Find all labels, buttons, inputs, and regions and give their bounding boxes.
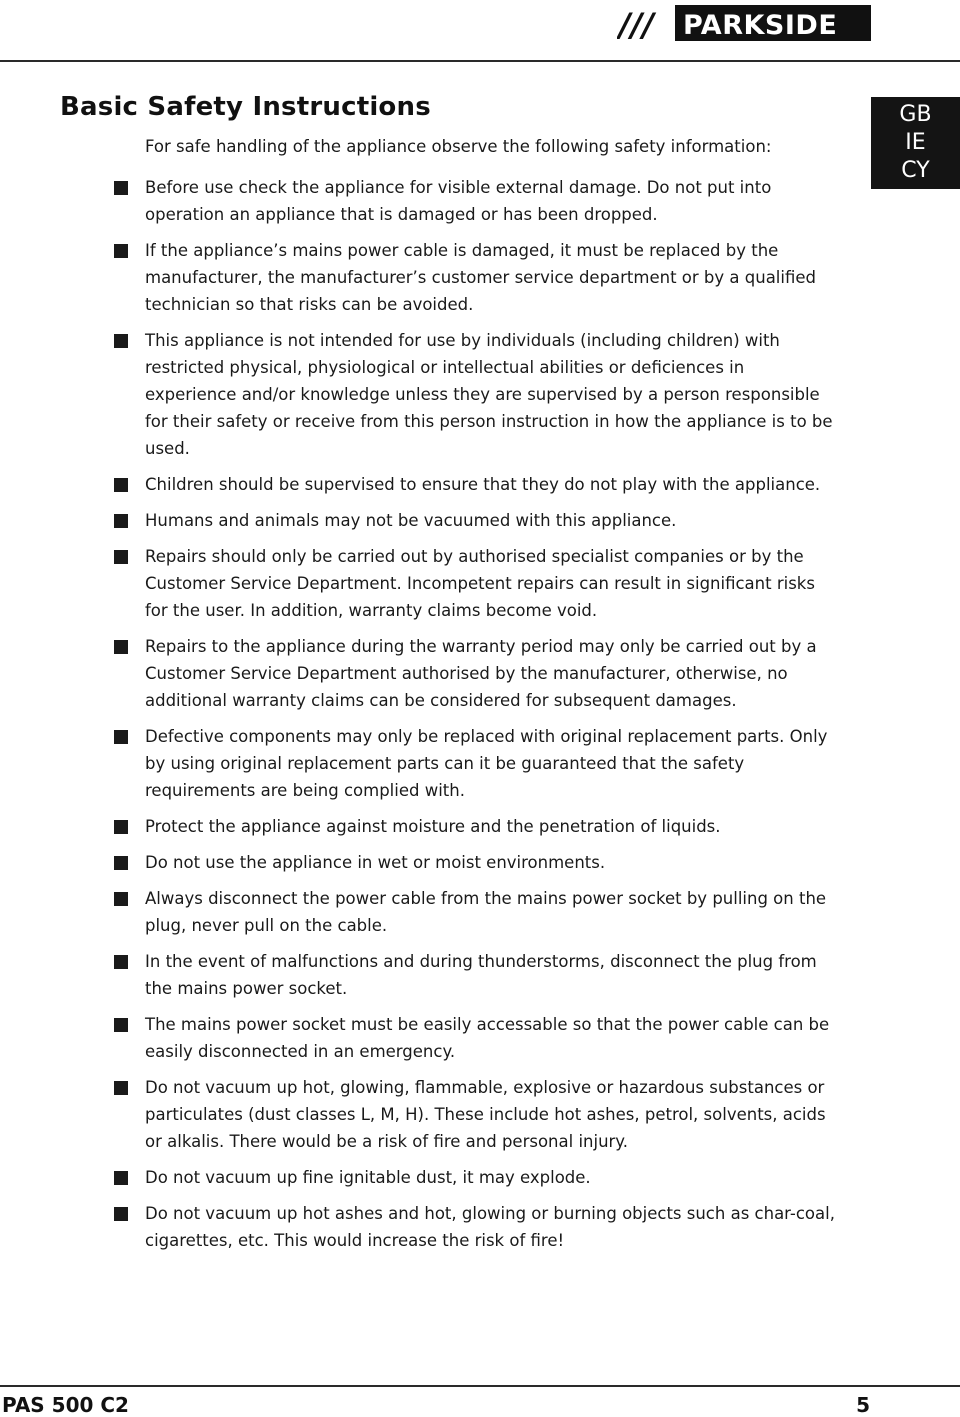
list-item-text: Repairs should only be carried out by authorised specialist companies or by the Customer Service Department. Incompetent repairs can result in significant risks for the user. In addition, warranty claims become void.	[145, 547, 815, 620]
language-code-cy: CY	[901, 158, 930, 183]
square-bullet-icon	[114, 1207, 128, 1221]
square-bullet-icon	[114, 514, 128, 528]
square-bullet-icon	[114, 892, 128, 906]
section-title: Basic Safety Instructions	[60, 92, 431, 122]
logo-slashes: ///	[619, 6, 655, 44]
list-item	[0, 471, 840, 498]
list-item	[0, 174, 840, 228]
footer-page-number: 5	[856, 1393, 870, 1417]
intro-text: For safe handling of the appliance observe the following safety information:	[145, 137, 772, 156]
list-item	[0, 813, 840, 840]
list-item	[0, 885, 840, 939]
square-bullet-icon	[114, 334, 128, 348]
list-item-text: Do not vacuum up hot, glowing, flammable, explosive or hazardous substances or particulates (dust classes L, M, H). These include hot ashes, petrol, solvents, acids or alkalis. There would be a risk of fire and personal injury.	[145, 1078, 826, 1151]
list-item-text: Protect the appliance against moisture and the penetration of liquids.	[145, 817, 721, 836]
list-item	[0, 849, 840, 876]
list-item-text: The mains power socket must be easily accessable so that the power cable can be easily disconnected in an emergency.	[145, 1015, 830, 1061]
square-bullet-icon	[114, 820, 128, 834]
footer-rule	[0, 1385, 960, 1387]
list-item-text: In the event of malfunctions and during thunderstorms, disconnect the plug from the mains power socket.	[145, 952, 817, 998]
list-item	[0, 633, 840, 714]
list-item	[0, 1200, 840, 1254]
footer-model-number: PAS 500 C2	[2, 1393, 129, 1417]
list-item	[0, 948, 840, 1002]
list-item	[0, 327, 840, 462]
language-code-gb: GB	[899, 102, 932, 127]
parkside-logo	[617, 2, 873, 44]
list-item-text: Repairs to the appliance during the warranty period may only be carried out by a Customer Service Department authorised by the manufacturer, otherwise, no additional warranty claims can be considered for subsequent damages.	[145, 637, 817, 710]
language-code-ie: IE	[905, 130, 926, 155]
square-bullet-icon	[114, 1171, 128, 1185]
list-item	[0, 1074, 840, 1155]
list-item	[0, 543, 840, 624]
list-item-text: Before use check the appliance for visible external damage. Do not put into operation an appliance that is damaged or has been dropped.	[145, 178, 772, 224]
list-item-text: Do not use the appliance in wet or moist environments.	[145, 853, 606, 872]
square-bullet-icon	[114, 478, 128, 492]
square-bullet-icon	[114, 730, 128, 744]
square-bullet-icon	[114, 1018, 128, 1032]
square-bullet-icon	[114, 955, 128, 969]
list-item	[0, 1164, 840, 1191]
square-bullet-icon	[114, 856, 128, 870]
safety-instruction-list	[0, 174, 960, 1263]
list-item-text: Do not vacuum up fine ignitable dust, it may explode.	[145, 1168, 591, 1187]
list-item	[0, 237, 840, 318]
square-bullet-icon	[114, 640, 128, 654]
square-bullet-icon	[114, 550, 128, 564]
list-item-text: Defective components may only be replaced with original replacement parts. Only by using original replacement parts can it be guaranteed that the safety requirements are being complied with.	[145, 727, 828, 800]
header-rule	[0, 60, 960, 62]
list-item-text: Humans and animals may not be vacuumed with this appliance.	[145, 511, 677, 530]
square-bullet-icon	[114, 1081, 128, 1095]
list-item	[0, 1011, 840, 1065]
list-item	[0, 723, 840, 804]
list-item	[0, 507, 840, 534]
list-item-text: Children should be supervised to ensure that they do not play with the appliance.	[145, 475, 821, 494]
list-item-text: Always disconnect the power cable from the mains power socket by pulling on the plug, never pull on the cable.	[145, 889, 827, 935]
square-bullet-icon	[114, 244, 128, 258]
square-bullet-icon	[114, 181, 128, 195]
list-item-text: If the appliance’s mains power cable is damaged, it must be replaced by the manufacturer, the manufacturer’s customer service department or by a qualified technician so that risks can be avoided.	[145, 241, 816, 314]
list-item-text: Do not vacuum up hot ashes and hot, glowing or burning objects such as char-coal, cigarettes, etc. This would increase the risk of fire!	[145, 1204, 835, 1250]
list-item-text: This appliance is not intended for use by individuals (including children) with restricted physical, physiological or intellectual abilities or deficiences in experience and/or knowledge unless they are supervised by a person responsible for their safety or receive from this person instruction in how the appliance is to be used.	[145, 331, 833, 458]
logo-brand: PARKSIDE	[683, 10, 838, 41]
